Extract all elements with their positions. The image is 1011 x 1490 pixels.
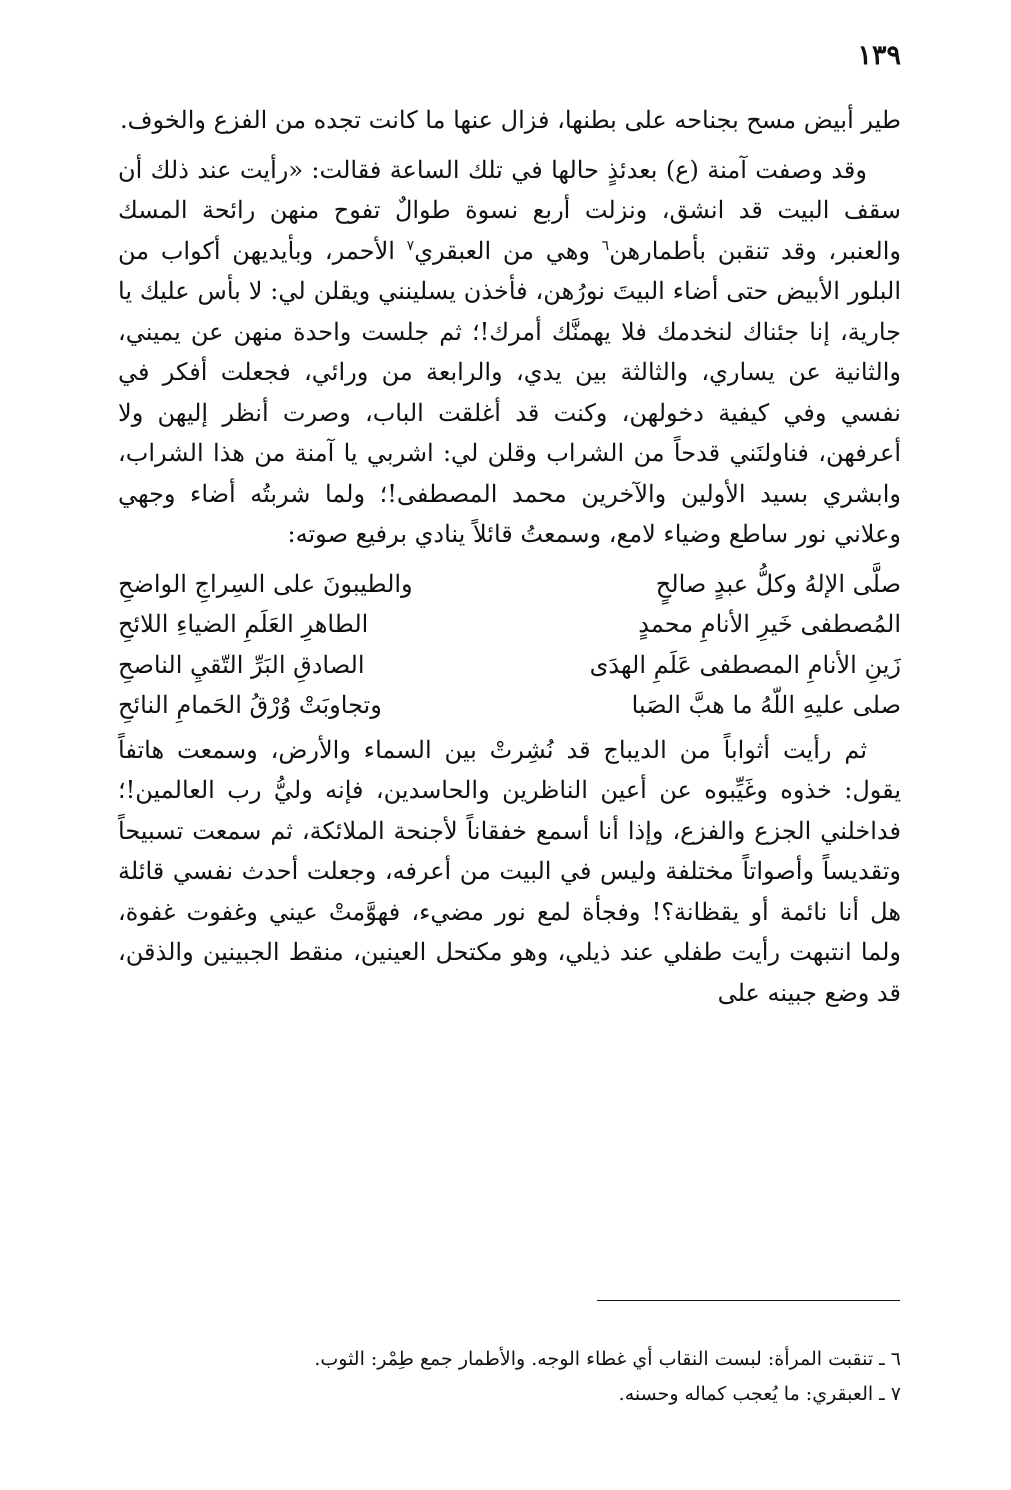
footnote-6: ٦ ـ تنقبت المرأة: لبست النقاب أي غطاء الوجه. والأطمار جمع طِمْر: الثوب. (314, 1348, 901, 1370)
paragraph-2-part-c: الأحمر، وبأيديهن أكواب من البلور الأبيض حتى أضاء البيتَ نورُهن، فأخذن يسلينني ويقلن لي: لا بأس عليك يا جارية، إنا جئناك لنخدمك فلا يهمنَّك أمرك!؛ ثم جلست واحدة منهن عن يميني، والثانية عن يساري، والثالثة بين يدي، والرابعة من ورائي، فجعلت أفكر في نفسي وفي كيفية دخولهن، وكنت قد أغلقت الباب، وصرت أنظر إليهن ولا أعرفهن، فناولنَني قدحاً من الشراب وقلن لي: اشربي يا آمنة من هذا الشراب، وابشري بسيد الأولين والآخرين محمد المصطفى!؛ ولما شربتُه أضاء وجهي وعلاني نور ساطع وضياء لامع، وسمعتُ قائلاً ينادي برفيع صوته: (118, 236, 901, 548)
verse-first-hemistich: زَينِ الأنامِ المصطفى عَلَمِ الهدَى (589, 650, 901, 679)
verse-second-hemistich: الطاهرِ العَلَمِ الضياءِ اللائحِ (118, 610, 369, 638)
verse-first-hemistich: صلَّى الإلهُ وكلُّ عبدٍ صالحٍ (655, 569, 901, 598)
footnote-7: ٧ ـ العبقري: ما يُعجب كماله وحسنه. (618, 1383, 901, 1405)
footnote-ref-7: ٧ (406, 237, 415, 254)
paragraph-2-part-b: وهي من العبقري (414, 236, 602, 265)
poem-verse (118, 685, 901, 726)
verse-second-hemistich: والطيبونَ على السِراجِ الواضحِ (118, 569, 413, 598)
paragraph-2 (118, 150, 901, 555)
poem-verse (118, 604, 901, 645)
poem-verse (118, 645, 901, 686)
paragraph-3: ثم رأيت أثواباً من الديباج قد نُشِرتْ بين السماء والأرض، وسمعت هاتفاً يقول: خذوه وغَيِّبوه عن أعين الناظرين والحاسدين، فإنه وليُّ رب العالمين!؛ فداخلني الجزع والفزع، وإذا أنا أسمع خفقاناً لأجنحة الملائكة، ثم سمعت تسبيحاً وتقديساً وأصواتاً مختلفة وليس في البيت من أعرفه، وجعلت أحدث نفسي قائلة هل أنا نائمة أو يقظانة؟! وفجأة لمع نور مضيء، فهوَّمتْ عيني وغفوت غفوة، ولما انتبهت رأيت طفلي عند ذيلي، وهو مكتحل العينين، منقط الجبينين والذقن، قد وضع جبينه على (118, 735, 901, 1007)
verse-second-hemistich: وتجاوبَتْ وُرْقُ الحَمامِ النائحِ (118, 691, 382, 719)
footnote-ref-6: ٦ (601, 237, 610, 254)
paragraph-1: طير أبيض مسح بجناحه على بطنها، فزال عنها ما كانت تجده من الفزع والخوف. (120, 106, 901, 134)
poem-verse (118, 564, 901, 605)
paragraph-2-part-a: وقد وصفت آمنة (ع) بعدئذٍ حالها في تلك الساعة فقالت: «رأيت عند ذلك أن سقف البيت قد انشق، ونزلت أربع نسوة طوالٌ تفوح منهن رائحة المسك والعنبر، وقد تنقبن بأطمارهن (118, 155, 901, 265)
footnote-separator (597, 1300, 900, 1301)
page-number: ١٣٩ (857, 40, 901, 71)
verse-second-hemistich: الصادقِ البَرِّ التّقيِ الناصحِ (118, 650, 365, 679)
main-text (118, 100, 901, 1022)
verse-first-hemistich: صلى عليهِ اللّهُ ما هبَّ الصَبا (631, 691, 901, 719)
verse-first-hemistich: المُصطفى خَيرِ الأنامِ محمدٍ (638, 610, 901, 638)
footnotes (118, 1342, 901, 1412)
poem (118, 564, 901, 726)
